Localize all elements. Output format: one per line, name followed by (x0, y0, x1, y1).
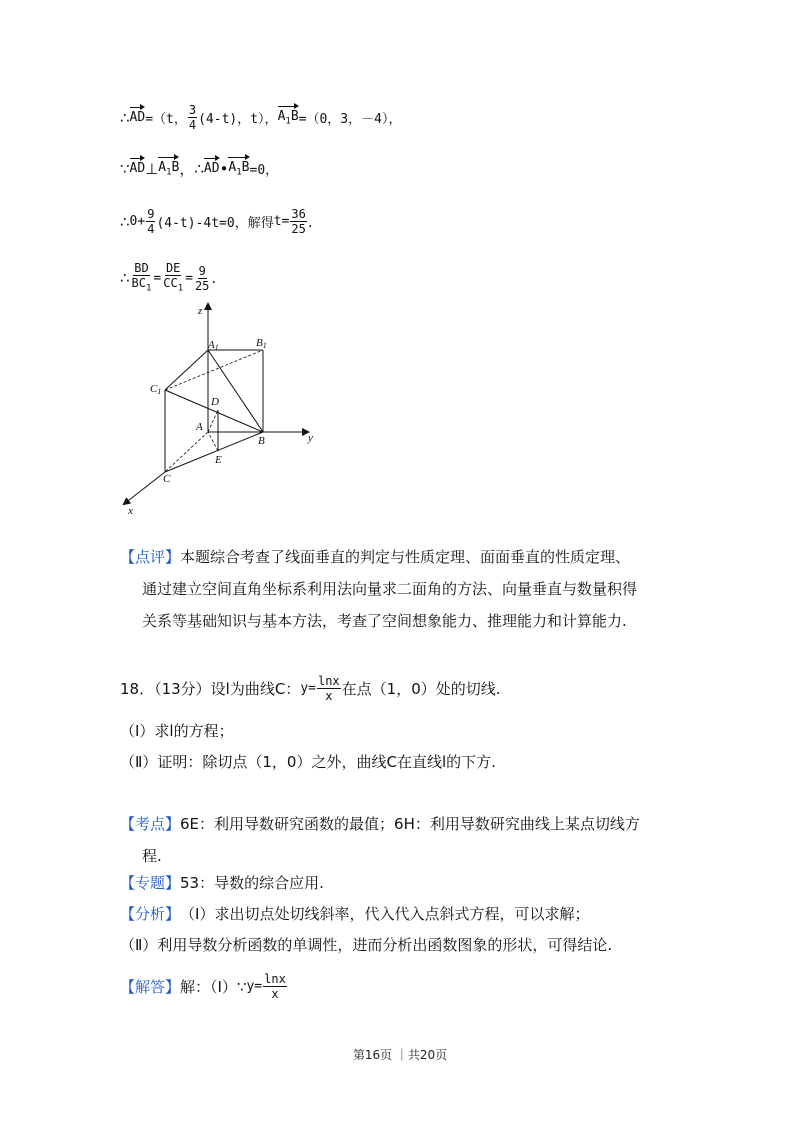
question-18-stem: 18．（13分）设l为曲线C： y= $\frac{\ln x}{x}$ 在点（1，0）处的切线. (120, 674, 501, 703)
zhuanti-tag: 【专题】 (120, 874, 181, 892)
jieda-section: 【解答】 解：（Ⅰ）∵ y= $\frac{\ln x}{x}$ (120, 972, 286, 1001)
label-c: C (163, 473, 171, 485)
label-e: E (215, 454, 222, 466)
t-equals: t= (273, 214, 290, 229)
vector-a1b: $A_1B$ (158, 159, 180, 178)
dot-product-symbol: • (219, 159, 229, 178)
kaodian-section: 【考点】6E：利用导数研究函数的最值；6H：利用导数研究曲线上某点切线方 程. (120, 815, 640, 865)
dashed-a-d (208, 410, 218, 432)
comment-section (120, 541, 700, 637)
label-z: z (198, 305, 203, 317)
label-b: B (258, 435, 265, 447)
comment-tag: 【点评】 (120, 548, 181, 566)
vector-ad-2: AD (203, 161, 220, 176)
label-b1: B1 (256, 337, 267, 350)
perpendicular-symbol: ⊥ (145, 159, 159, 178)
vector-a1b-2: $A_1B$ (228, 159, 250, 178)
dot-product-result: =0， (249, 163, 279, 178)
jieda-tag: 【解答】 (120, 978, 181, 996)
equation-prefix: 0+ (129, 214, 146, 229)
fraction-nine-quarters: $\frac{9}{4}$ (147, 207, 155, 236)
question-18-part-2: （Ⅱ）证明：除切点（1，0）之外，曲线C在直线l的下方. (120, 753, 496, 771)
vector-ad-value: =（t， (145, 112, 187, 127)
vector-ad: AD (129, 110, 146, 125)
fraction-lnx-x: $\frac{\ln x}{x}$ (317, 674, 340, 703)
edge-c1-a1 (165, 350, 208, 390)
dashed-e-a (208, 432, 218, 451)
period: . (307, 212, 313, 231)
equals-sign: = (185, 270, 193, 286)
fraction-t-value: $\frac{36}{25}$ (291, 207, 306, 236)
equation-line-3 (120, 207, 313, 236)
fraction-ratio-result: $\frac{9}{25}$ (194, 263, 210, 293)
comment-line-3: 关系等基础知识与基本方法，考查了空间想象能力、推理能力和计算能力. (142, 612, 627, 630)
vector-a1b: $A_1B$ (277, 108, 299, 127)
therefore-symbol: ∴ (120, 108, 130, 127)
period: . (211, 269, 217, 288)
comment-line-1: 【点评】本题综合考查了线面垂直的判定与性质定理、面面垂直的性质定理、 (120, 548, 631, 566)
kaodian-tag: 【考点】 (120, 815, 181, 833)
therefore-symbol: ∴ (120, 269, 130, 288)
fenxi-tag: 【分析】 (120, 905, 181, 923)
prism-coordinate-figure (110, 298, 330, 520)
comment-line-2: 通过建立空间直角坐标系利用法向量求二面角的方法、向量垂直与数量积得 (142, 580, 638, 598)
label-y: y (308, 432, 313, 444)
label-c1: C1 (150, 383, 162, 396)
therefore-symbol: ∴ (120, 212, 130, 231)
fraction-lnx-x: $\frac{\ln x}{x}$ (264, 972, 286, 1001)
question-18-part-1: （Ⅰ）求l的方程； (120, 722, 234, 740)
edge-c-b (165, 432, 263, 472)
because-symbol: ∵ (120, 159, 130, 178)
therefore-connector: ，∴ (179, 160, 204, 178)
fraction-bd-bc1: $\frac{BD}{BC_1}$ (131, 261, 152, 294)
label-x: x (128, 505, 133, 517)
fraction-three-quarters: $\frac{3}{4}$ (188, 103, 197, 132)
label-a: A (196, 421, 203, 433)
page-footer: 第16页 ｜共20页 (352, 1048, 448, 1062)
label-d: D (211, 396, 219, 408)
vector-ad: AD (129, 161, 146, 176)
fenxi-line-2: （Ⅱ）利用导数分析函数的单调性，进而分析出函数图象的形状，可得结论. (120, 936, 613, 954)
fenxi-line-1: 【分析】 （Ⅰ）求出切点处切线斜率，代入代入点斜式方程，可以求解； (120, 905, 590, 923)
dashed-c1-b1 (165, 350, 263, 390)
label-a1: A1 (208, 339, 219, 352)
zhuanti-section: 【专题】 53：导数的综合应用. (120, 874, 324, 892)
equation-middle: (4-t)-4t=0，解得 (156, 216, 274, 231)
x-axis (124, 472, 165, 504)
equation-line-1 (120, 103, 401, 132)
dashed-a-c (165, 432, 208, 472)
vector-ad-value-tail: (4-t)，t）， (198, 112, 278, 127)
equation-line-2 (120, 158, 278, 179)
equation-line-4 (120, 261, 216, 295)
vector-a1b-value: =（0，3，－4）， (298, 112, 402, 127)
equals-sign: = (153, 270, 162, 286)
fraction-de-cc1: $\frac{DE}{CC_1}$ (163, 261, 184, 294)
